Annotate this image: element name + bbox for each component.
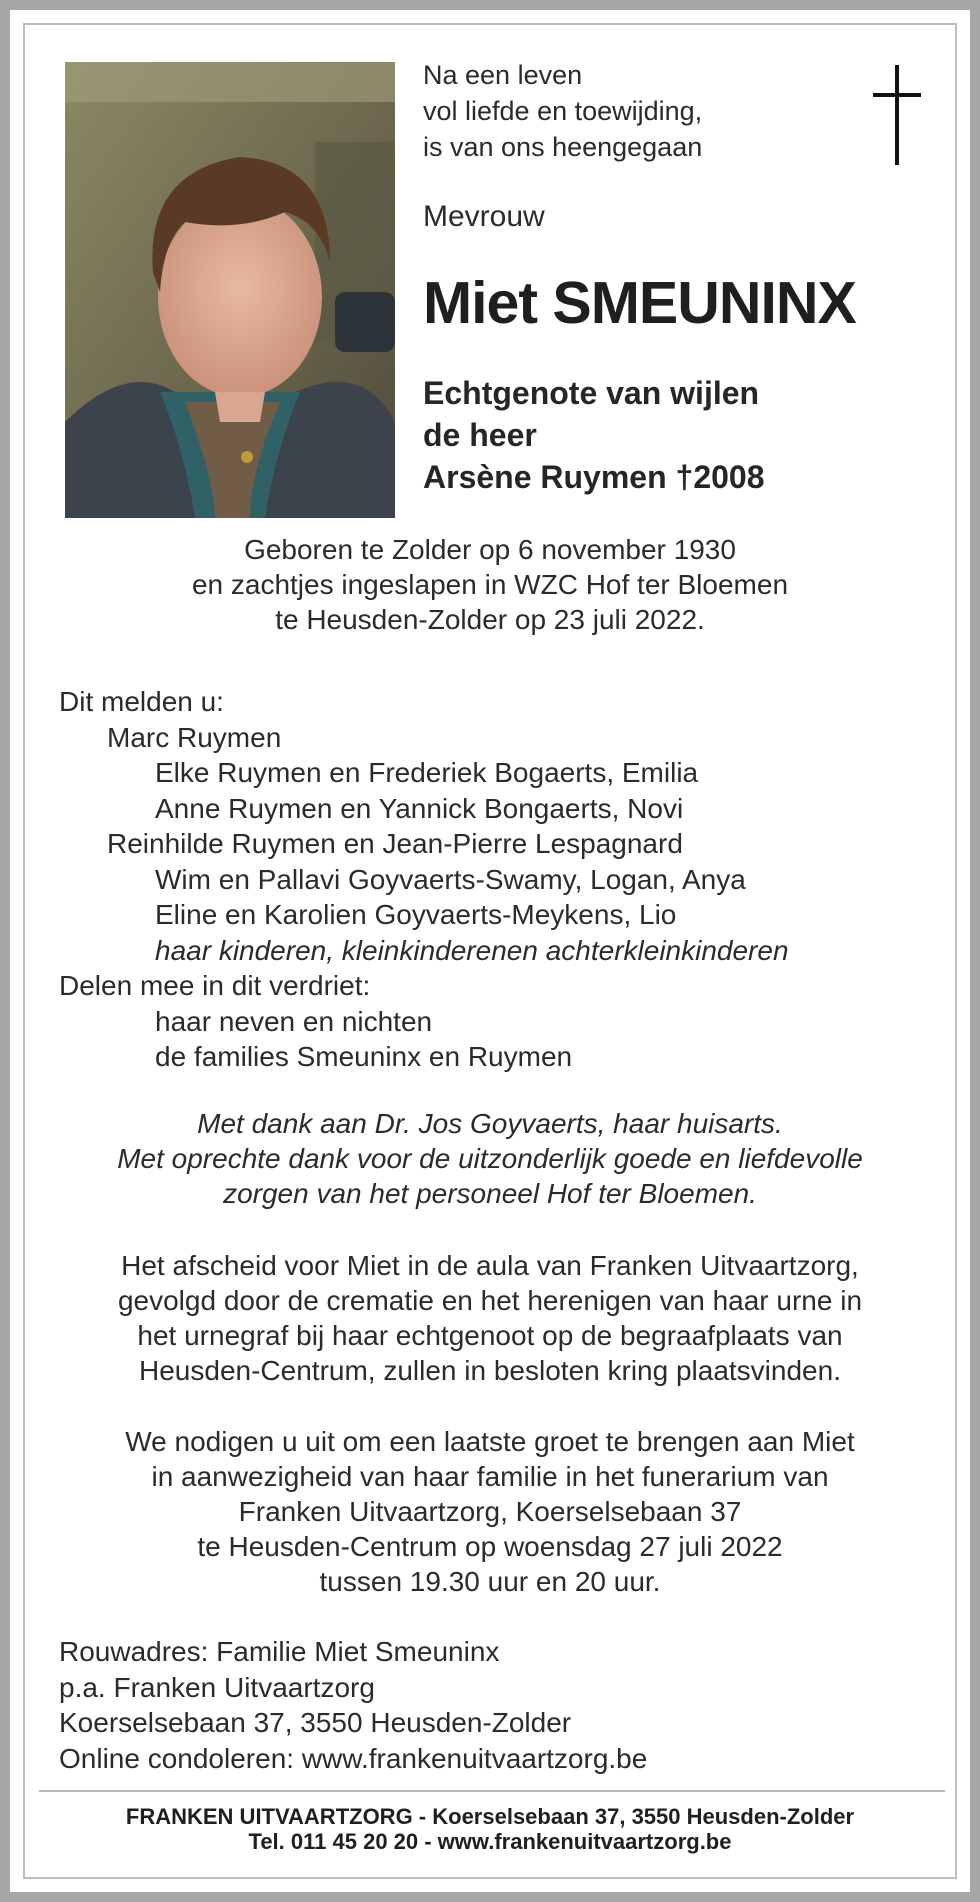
share-line: haar neven en nichten [155,1005,433,1037]
cross-icon [863,65,933,165]
child-name: Reinhilde Ruymen en Jean-Pierre Lespagnard [107,828,683,859]
spouse-line: de heer [423,417,537,453]
obituary-card [10,10,970,1892]
visit-block [25,1424,955,1599]
obituary-inner-frame [23,23,957,1879]
intro-line: is van ons heengegaan [423,132,703,162]
farewell-line: Het afscheid voor Miet in de aula van Franken Uitvaartzorg, [121,1250,859,1281]
child-name: Marc Ruymen [107,721,282,753]
footer-line: Tel. 011 45 20 20 - www.frankenuitvaartzorg.be [248,1829,732,1854]
birth-death-block [25,532,955,637]
visit-line: Franken Uitvaartzorg, Koerselsebaan 37 [238,1496,742,1527]
mourning-address-block [59,1634,647,1776]
share-line: de families Smeuninx en Ruymen [155,1041,573,1072]
share-heading: Delen mee in dit verdriet: [59,970,371,1001]
birth-death-line: te Heusden-Zolder op 23 juli 2022. [275,604,705,635]
thanks-line: Met oprechte dank voor de uitzonderlijk goede en liefdevolle [117,1143,863,1174]
announcement-block [59,684,789,1075]
footer-line: FRANKEN UITVAARTZORG - Koerselsebaan 37, 3550 Heusden-Zolder [125,1804,855,1829]
portrait-photo [65,62,395,518]
thanks-line: Met dank aan Dr. Jos Goyvaerts, haar huisarts. [197,1108,783,1139]
descendant-line: Elke Ruymen en Frederiek Bogaerts, Emilia [155,757,699,788]
spouse-line: Echtgenote van wijlen [423,375,760,411]
visit-line: We nodigen u uit om een laatste groet te brengen aan Miet [125,1426,855,1457]
visit-line: in aanwezigheid van haar familie in het funerarium van [151,1461,829,1492]
thanks-line: zorgen van het personeel Hof ter Bloemen. [223,1178,757,1209]
farewell-line: het urnegraf bij haar echtgenoot op de begraafplaats van [137,1320,843,1351]
divider [39,1790,945,1792]
birth-death-line: Geboren te Zolder op 6 november 1930 [244,534,736,565]
address-line: Rouwadres: Familie Miet Smeuninx [59,1636,500,1667]
descendant-line: Wim en Pallavi Goyvaerts-Swamy, Logan, Anya [155,863,746,895]
farewell-block [25,1248,955,1388]
visit-line: tussen 19.30 uur en 20 uur. [319,1566,661,1597]
thanks-block [25,1106,955,1211]
deceased-name: Miet SMEUNINX [423,270,856,336]
address-line: Koerselsebaan 37, 3550 Heusden-Zolder [59,1707,572,1738]
announcement-heading: Dit melden u: [59,686,224,717]
descendant-line: Eline en Karolien Goyvaerts-Meykens, Lio [155,899,677,930]
descendant-line: Anne Ruymen en Yannick Bongaerts, Novi [155,792,684,824]
farewell-line: Heusden-Centrum, zullen in besloten kring plaatsvinden. [139,1355,841,1386]
intro-line: vol liefde en toewijding, [423,96,703,126]
online-condolence-line: Online condoleren: www.frankenuitvaartzorg.be [59,1742,648,1774]
visit-line: te Heusden-Centrum op woensdag 27 juli 2022 [197,1531,783,1562]
title-word: Mevrouw [423,200,545,233]
birth-death-line: en zachtjes ingeslapen in WZC Hof ter Bloemen [191,569,789,600]
spouse-block [423,372,765,498]
funeral-home-footer [25,1804,955,1854]
address-line: p.a. Franken Uitvaartzorg [59,1671,375,1703]
relation-note: haar kinderen, kleinkinderenen achterkleinkinderen [155,934,789,966]
farewell-line: gevolgd door de crematie en het herenigen van haar urne in [117,1285,863,1316]
spouse-line: Arsène Ruymen †2008 [423,459,765,495]
intro-text [423,57,702,165]
intro-line: Na een leven [423,60,583,90]
